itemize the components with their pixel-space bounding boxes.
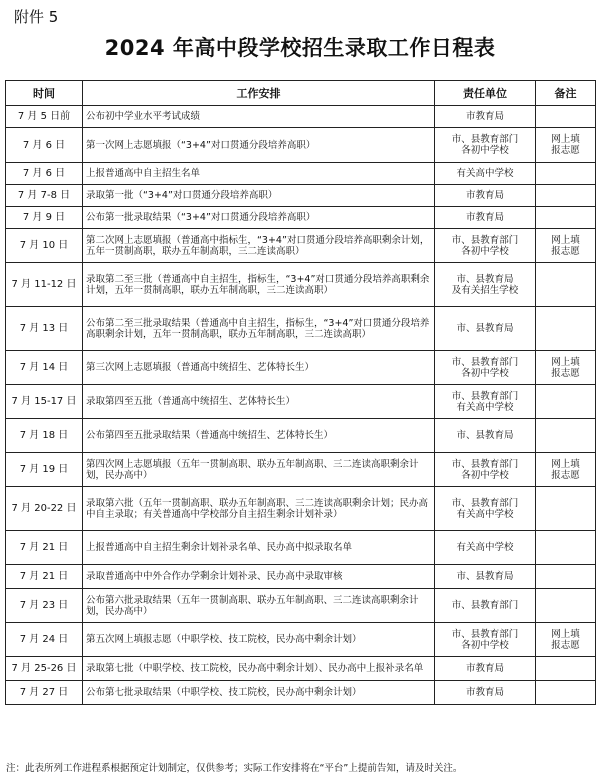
table-row — [6, 307, 596, 351]
cell-task: 上报普通高中自主招生名单 — [83, 163, 435, 185]
cell-note: 网上填 报志愿 — [536, 351, 596, 385]
cell-note: 网上填 报志愿 — [536, 623, 596, 657]
cell-time: 7 月 25-26 日 — [6, 657, 83, 681]
cell-task: 第四次网上志愿填报（五年一贯制高职、联办五年制高职、三二连读高职剩余计划，民办高中） — [83, 453, 435, 487]
table-row — [6, 263, 596, 307]
cell-unit: 市、县教育部门 有关高中学校 — [435, 487, 536, 531]
table-header-row — [6, 81, 596, 106]
cell-task: 公布初中学业水平考试成绩 — [83, 106, 435, 128]
header-unit: 责任单位 — [435, 81, 536, 106]
cell-time: 7 月 19 日 — [6, 453, 83, 487]
cell-note — [536, 385, 596, 419]
cell-task: 第二次网上志愿填报（普通高中指标生，“3+4”对口贯通分段培养高职剩余计划，五年一贯制高职，联办五年制高职，三二连读高职） — [83, 229, 435, 263]
table-row — [6, 589, 596, 623]
cell-unit: 市、县教育局 — [435, 419, 536, 453]
header-note: 备注 — [536, 81, 596, 106]
cell-task: 第五次网上填报志愿（中职学校、技工院校，民办高中剩余计划） — [83, 623, 435, 657]
cell-note — [536, 487, 596, 531]
table-row — [6, 128, 596, 163]
cell-note — [536, 263, 596, 307]
cell-task: 第三次网上志愿填报（普通高中统招生、艺体特长生） — [83, 351, 435, 385]
cell-note: 网上填 报志愿 — [536, 453, 596, 487]
cell-unit: 市、县教育部门 各初中学校 — [435, 453, 536, 487]
cell-unit: 市、县教育局 — [435, 565, 536, 589]
cell-unit: 市、县教育部门 各初中学校 — [435, 351, 536, 385]
cell-task: 录取第二至三批（普通高中自主招生，指标生，“3+4”对口贯通分段培养高职剩余计划，五年一贯制高职，联办五年制高职，三二连读高职） — [83, 263, 435, 307]
cell-task: 录取第六批（五年一贯制高职、联办五年制高职、三二连读高职剩余计划；民办高中自主录取；有关普通高中学校部分自主招生剩余计划补录） — [83, 487, 435, 531]
cell-unit: 市教育局 — [435, 185, 536, 207]
cell-time: 7 月 10 日 — [6, 229, 83, 263]
table-row — [6, 163, 596, 185]
cell-time: 7 月 27 日 — [6, 681, 83, 705]
cell-task: 录取第七批（中职学校、技工院校，民办高中剩余计划）、民办高中上报补录名单 — [83, 657, 435, 681]
cell-task: 录取普通高中中外合作办学剩余计划补录、民办高中录取审核 — [83, 565, 435, 589]
header-time: 时间 — [6, 81, 83, 106]
table-row — [6, 657, 596, 681]
cell-time: 7 月 9 日 — [6, 207, 83, 229]
cell-time: 7 月 7-8 日 — [6, 185, 83, 207]
cell-note — [536, 106, 596, 128]
table-row — [6, 229, 596, 263]
cell-time: 7 月 6 日 — [6, 128, 83, 163]
cell-task: 录取第一批（“3+4”对口贯通分段培养高职） — [83, 185, 435, 207]
table-row — [6, 623, 596, 657]
table-row — [6, 385, 596, 419]
cell-unit: 市教育局 — [435, 681, 536, 705]
cell-note — [536, 207, 596, 229]
cell-unit: 市教育局 — [435, 207, 536, 229]
table-row — [6, 106, 596, 128]
cell-unit: 市、县教育部门 各初中学校 — [435, 229, 536, 263]
cell-task: 公布第七批录取结果（中职学校、技工院校，民办高中剩余计划） — [83, 681, 435, 705]
footer-note: 注：此表所列工作进程系根据预定计划制定，仅供参考；实际工作安排将在“平台”上提前告知，请及时关注。 — [6, 763, 463, 774]
cell-time: 7 月 15-17 日 — [6, 385, 83, 419]
table-row — [6, 453, 596, 487]
cell-task: 公布第二至三批录取结果（普通高中自主招生，指标生，“3+4”对口贯通分段培养高职剩余计划，五年一贯制高职，联办五年制高职，三二连读高职） — [83, 307, 435, 351]
table-row — [6, 487, 596, 531]
cell-note — [536, 185, 596, 207]
table-row — [6, 681, 596, 705]
cell-task: 第一次网上志愿填报（“3+4”对口贯通分段培养高职） — [83, 128, 435, 163]
cell-time: 7 月 18 日 — [6, 419, 83, 453]
cell-unit: 市教育局 — [435, 657, 536, 681]
cell-time: 7 月 21 日 — [6, 565, 83, 589]
cell-note — [536, 681, 596, 705]
cell-task: 上报普通高中自主招生剩余计划补录名单、民办高中拟录取名单 — [83, 531, 435, 565]
table-row — [6, 185, 596, 207]
cell-time: 7 月 5 日前 — [6, 106, 83, 128]
cell-unit: 市、县教育部门 各初中学校 — [435, 623, 536, 657]
cell-unit: 市教育局 — [435, 106, 536, 128]
cell-task: 录取第四至五批（普通高中统招生、艺体特长生） — [83, 385, 435, 419]
table-row — [6, 351, 596, 385]
table-row — [6, 419, 596, 453]
cell-time: 7 月 11-12 日 — [6, 263, 83, 307]
cell-unit: 有关高中学校 — [435, 531, 536, 565]
cell-unit: 市、县教育部门 — [435, 589, 536, 623]
cell-unit: 有关高中学校 — [435, 163, 536, 185]
cell-time: 7 月 6 日 — [6, 163, 83, 185]
cell-task: 公布第六批录取结果（五年一贯制高职、联办五年制高职、三二连读高职剩余计划，民办高中） — [83, 589, 435, 623]
table-body — [6, 106, 596, 705]
cell-time: 7 月 20-22 日 — [6, 487, 83, 531]
page-title: 2024 年高中段学校招生录取工作日程表 — [104, 36, 496, 60]
cell-note — [536, 531, 596, 565]
table-row — [6, 531, 596, 565]
cell-note — [536, 565, 596, 589]
table-row — [6, 207, 596, 229]
cell-time: 7 月 14 日 — [6, 351, 83, 385]
cell-time: 7 月 23 日 — [6, 589, 83, 623]
cell-time: 7 月 13 日 — [6, 307, 83, 351]
cell-note — [536, 307, 596, 351]
cell-note — [536, 589, 596, 623]
cell-note — [536, 419, 596, 453]
cell-note — [536, 163, 596, 185]
cell-note: 网上填 报志愿 — [536, 229, 596, 263]
cell-time: 7 月 24 日 — [6, 623, 83, 657]
cell-time: 7 月 21 日 — [6, 531, 83, 565]
cell-unit: 市、县教育局 及有关招生学校 — [435, 263, 536, 307]
cell-task: 公布第四至五批录取结果（普通高中统招生、艺体特长生） — [83, 419, 435, 453]
cell-note: 网上填 报志愿 — [536, 128, 596, 163]
cell-unit: 市、县教育局 — [435, 307, 536, 351]
schedule-table — [5, 80, 596, 705]
cell-task: 公布第一批录取结果（“3+4”对口贯通分段培养高职） — [83, 207, 435, 229]
cell-unit: 市、县教育部门 各初中学校 — [435, 128, 536, 163]
header-task: 工作安排 — [83, 81, 435, 106]
cell-note — [536, 657, 596, 681]
table-row — [6, 565, 596, 589]
attachment-label: 附件 5 — [14, 8, 59, 26]
cell-unit: 市、县教育部门 有关高中学校 — [435, 385, 536, 419]
